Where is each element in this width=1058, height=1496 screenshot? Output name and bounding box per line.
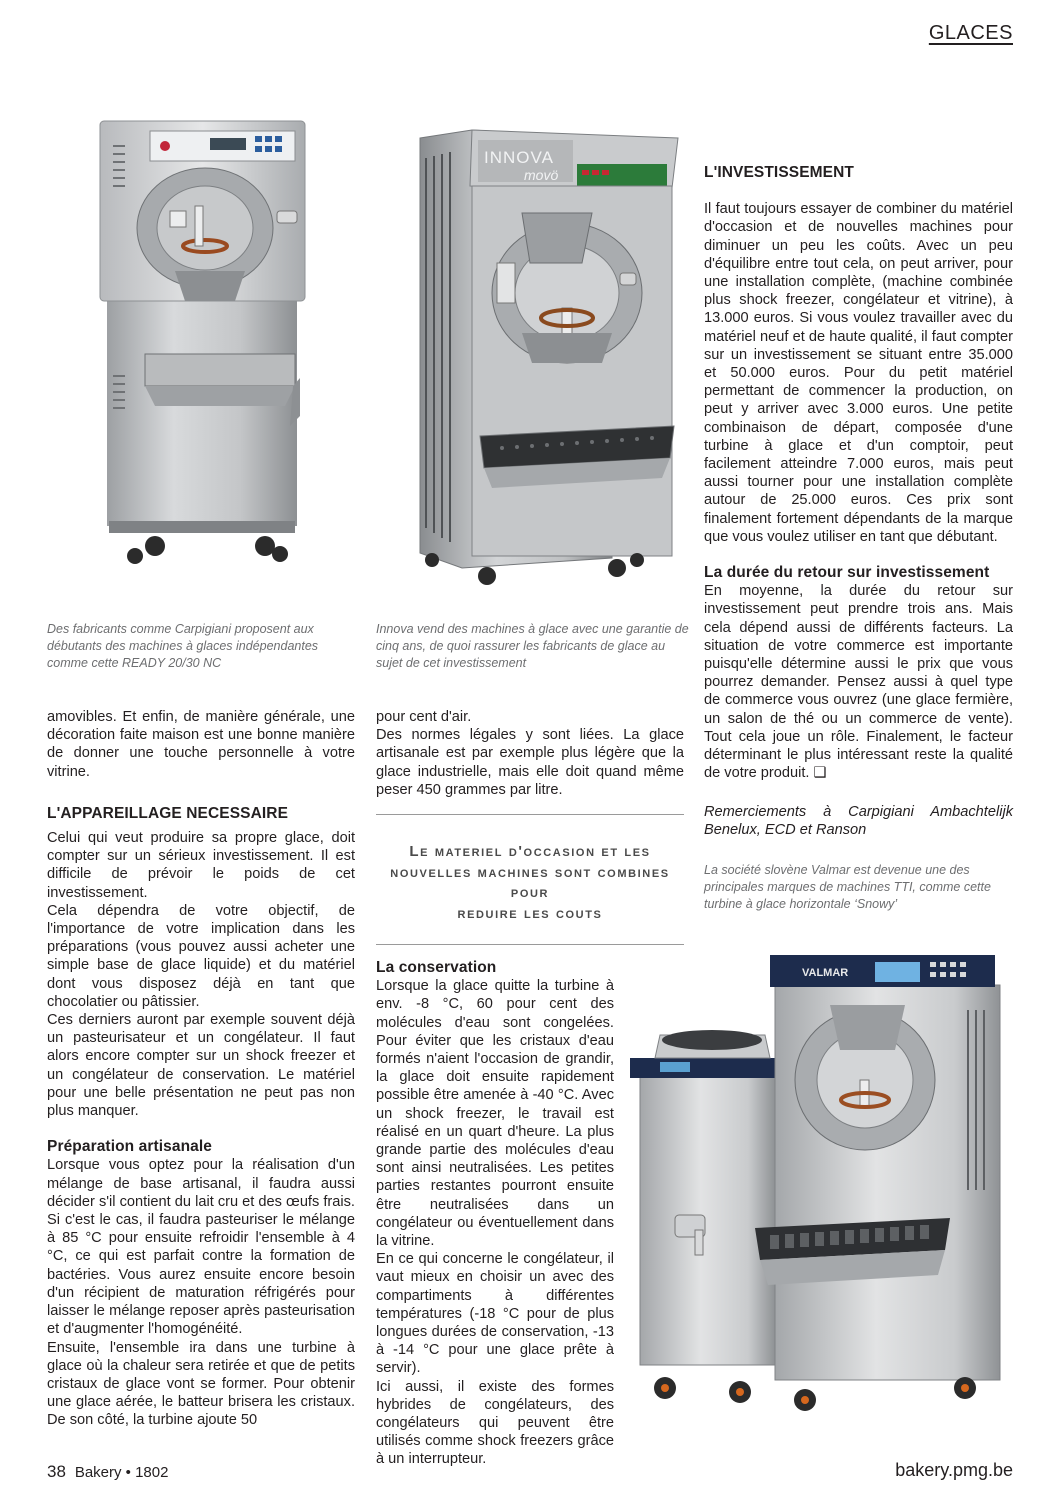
heading-duree-retour: La durée du retour sur investissement <box>704 564 990 582</box>
column-2-top <box>376 708 684 799</box>
col1-intro-paragraph: amovibles. Et enfin, de manière générale, une décoration faite maison est une bonne manière de donner une touche personnelle à votre vitrine. <box>47 709 355 780</box>
innova-model-text: movö <box>524 167 559 183</box>
heading-appareillage: L'APPAREILLAGE NECESSAIRE <box>47 804 289 822</box>
col2-paragraph-4: En ce qui concerne le congélateur, il vaut mieux en choisir un avec des compartiments à différentes températures (-18 °C pour de plus longues durées de conservation, -13 à -14 °C pour une glace prête à servir). <box>376 1251 614 1377</box>
valmar-machines-image <box>620 950 1030 1422</box>
col1-paragraph-1: Celui qui veut produire sa propre glace, doit compter sur un sérieux investissement. Il est difficile de prévoir le poids de cet investissement. <box>47 830 355 901</box>
innova-machine-image <box>412 128 690 590</box>
pull-quote-line-1: Le materiel d'occasion et les <box>409 843 651 860</box>
end-mark-icon: ❑ <box>813 765 827 782</box>
valmar-logo-text: VALMAR <box>802 967 849 979</box>
heading-conservation: La conservation <box>376 959 497 976</box>
column-1 <box>47 708 355 1430</box>
pull-quote-line-2: nouvelles machines sont combines <box>390 863 670 881</box>
caption-carpigiani: Des fabricants comme Carpigiani proposent aux débutants des machines à glaces indépendantes comme cette READY 20/30 NC <box>47 622 319 670</box>
footer-url[interactable]: bakery.pmg.be <box>895 1460 1013 1480</box>
quote-bottom-rule <box>376 944 684 945</box>
col1-paragraph-5: Ensuite, l'ensemble ira dans une turbine à glace où la chaleur sera retirée et que de petits cristaux de glace vont se former. Pour obtenir une glace aérée, le batteur brisera les cristaux. De son côté, la turbine ajoute 50 <box>47 1339 355 1429</box>
col1-paragraph-3: Ces derniers auront par exemple souvent déjà un pasteurisateur et un congélateur. Il faut alors encore compter sur un shock freezer et un congélateur de conservation. Le matériel pour une belle présentation ne peut pas non plus manquer. <box>47 1012 355 1120</box>
footer-folio <box>47 1462 168 1482</box>
pull-quote-line-3: pour <box>510 884 550 901</box>
pull-quote <box>376 842 684 924</box>
thanks-note: Remerciements à Carpigiani Ambachtelijk Benelux, ECD et Ranson <box>704 803 1013 838</box>
heading-preparation: Préparation artisanale <box>47 1138 213 1156</box>
heading-investissement: L'INVESTISSEMENT <box>704 164 854 181</box>
col3-paragraph-2: En moyenne, la durée du retour sur investissement peut prendre trois ans. Mais cela dépend aussi de différents facteurs. La situation de votre commerce est importante puisqu'elle détermine aussi le prix que vous pourrez demander. Pensez aussi à quel type de commerce vous ouvrez (une glace fermière, un salon de thé ou un commerce de vente). Tout cela joue un rôle. Finalement, le facteur déterminant le plus intéressant reste la qualité de votre produit. ❑ <box>704 583 1013 782</box>
col2-paragraph-2: Des normes légales y sont liées. La glace artisanale est par exemple plus légère que la glace industrielle, mais elle doit quand même peser 450 grammes par litre. <box>376 727 684 798</box>
col1-paragraph-2: Cela dépendra de votre objectif, de l'importance de votre implication dans les préparations (vous pouvez aussi acheter une simple base de glace liquide) et du matériel dont vous disposez déjà en tant que chocolatier ou pâtissier. <box>47 902 355 1010</box>
pull-quote-line-4: reduire les couts <box>457 904 603 922</box>
section-tag: GLACES <box>928 22 1013 44</box>
quote-top-rule <box>376 814 684 815</box>
col2-paragraph-5: Ici aussi, il existe des formes hybrides de congélateurs, des congélateurs qui peuvent être utilisés comme shock freezers grâce à un interrupteur. <box>376 1378 614 1468</box>
col3-paragraph-1: Il faut toujours essayer de combiner du matériel d'occasion et de nouvelles machines pour diminuer un peu les coûts. Avec un peu d'équilibre entre tout cela, on peut arriver, pour une installation complète, (machine combinée plus shock freezer, congélateur et vitrine), à 13.000 euros. Si vous voulez travailler avec du matériel neuf et de haute qualité, il faut compter sur un investissement se situant entre 35.000 et 50.000 euros. Pour du petit matériel permettant de commencer la production, on peut y arriver avec 3.000 euros. Une petite combinaison de départ, composée d'une turbine à glace et d'un comptoir, peut facilement atteindre 7.000 euros, mais peut aussi tourner pour une installation complète autour de 25.000 euros. Ces prix sont finalement fortement dépendants de la marque que vous voulez utiliser en tant que débutant. <box>704 201 1013 545</box>
col1-paragraph-4: Lorsque vous optez pour la réalisation d'un mélange de base artisanal, il faudra aussi décider s'il contient du lait cru et des œufs frais. Si c'est le cas, il faudra pasteuriser le mélange à 85 °C pour ensuite refroidir l'ensemble à 4 °C, ce qui est parfait contre la formation de bactéries. Vous aurez ensuite encore besoin d'un récipient de maturation réfrigérés pour laisser le mélange reposer après pasteurisation et d'augmenter l'homogénéité. <box>47 1157 355 1338</box>
caption-valmar: La société slovène Valmar est devenue une des principales marques de machines TTI, comme cette turbine à glace horizontale ‘Snowy’ <box>704 863 991 911</box>
innova-logo-text: INNOVA <box>484 148 554 167</box>
col2-paragraph-1: pour cent d'air. <box>376 709 472 725</box>
caption-innova: Innova vend des machines à glace avec une garantie de cinq ans, de quoi rassurer les fabricants de glace au sujet de cet investissement <box>376 622 689 670</box>
column-3 <box>704 164 1013 839</box>
carpigiani-machine-image <box>95 116 325 571</box>
page-number: 38 <box>47 1462 66 1481</box>
magazine-issue: Bakery • 1802 <box>74 1464 169 1481</box>
col2-paragraph-3: Lorsque la glace quitte la turbine à env. -8 °C, 60 pour cent des molécules d'eau sont congelées. Pour éviter que les cristaux d'eau formés n'aient l'occasion de grandir, la glace doit ensuite rapidement possible être amenée à -40 °C. Avec un shock freezer, le travail est réalisé en un quart d'heure. La plus grande partie des molécules d'eau sont ainsi neutralisées. Les petites parties restantes pourront ensuite être neutralisées dans un congélateur ou éventuellement dans la vitrine. <box>376 978 614 1250</box>
